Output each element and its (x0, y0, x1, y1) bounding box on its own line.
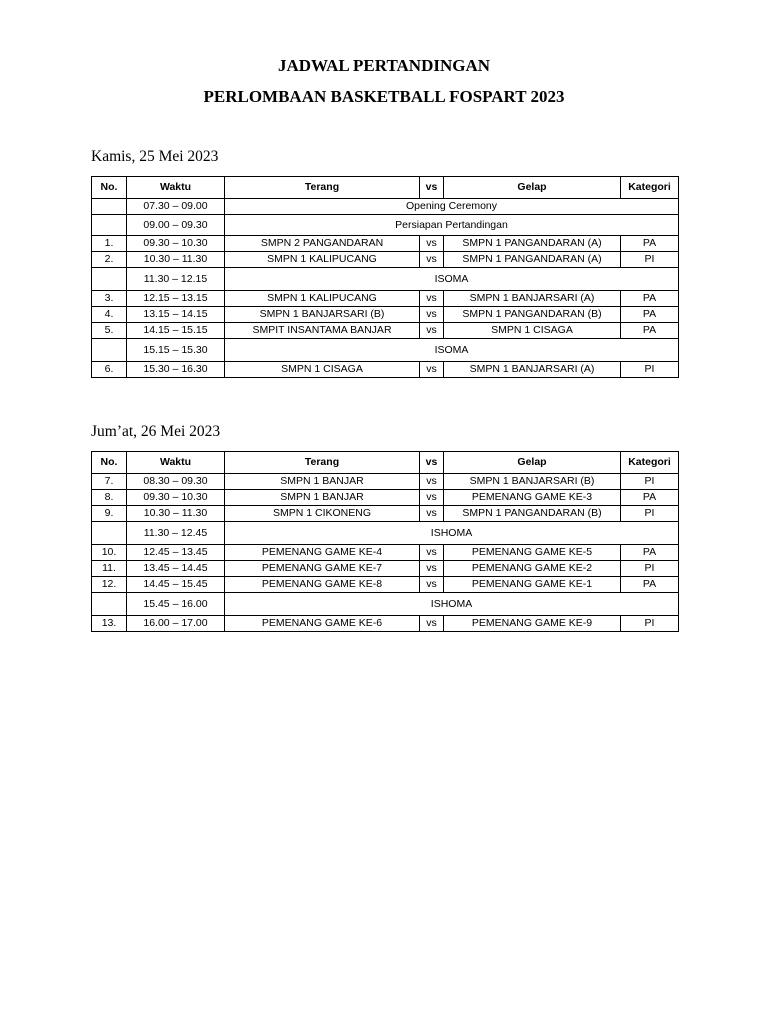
cell-no: 5. (92, 323, 127, 339)
cell-gelap: PEMENANG GAME KE-3 (444, 490, 621, 506)
event-row (92, 199, 679, 215)
match-row (92, 323, 679, 339)
cell-kategori: PA (621, 236, 679, 252)
cell-terang: PEMENANG GAME KE-8 (225, 577, 420, 593)
schedule-table-day-1 (91, 176, 679, 378)
cell-no (92, 268, 127, 291)
cell-waktu: 09.30 – 10.30 (127, 490, 225, 506)
cell-no: 3. (92, 291, 127, 307)
cell-terang: SMPN 1 CIKONENG (225, 506, 420, 522)
cell-kategori: PA (621, 291, 679, 307)
cell-gelap: PEMENANG GAME KE-5 (444, 545, 621, 561)
event-row (92, 268, 679, 291)
day-label-thursday: Kamis, 25 Mei 2023 (91, 148, 219, 165)
cell-kategori: PI (621, 252, 679, 268)
column-header-vs: vs (420, 177, 444, 199)
document-title: JADWAL PERTANDINGAN (277, 56, 491, 75)
cell-no: 1. (92, 236, 127, 252)
column-header-waktu: Waktu (127, 177, 225, 199)
day-label-friday: Jum’at, 26 Mei 2023 (91, 423, 221, 440)
event-row (92, 522, 679, 545)
match-row (92, 490, 679, 506)
cell-no: 4. (92, 307, 127, 323)
match-row (92, 545, 679, 561)
cell-waktu: 13.15 – 14.15 (127, 307, 225, 323)
cell-event: ISHOMA (225, 593, 679, 616)
cell-waktu: 15.30 – 16.30 (127, 362, 225, 378)
cell-gelap: SMPN 1 PANGANDARAN (B) (444, 307, 621, 323)
cell-no: 13. (92, 616, 127, 632)
cell-vs: vs (420, 236, 444, 252)
column-header-kategori: Kategori (621, 177, 679, 199)
document-subtitle: PERLOMBAAN BASKETBALL FOSPART 2023 (203, 87, 565, 106)
schedule-table-day-2 (91, 451, 679, 632)
cell-waktu: 08.30 – 09.30 (127, 474, 225, 490)
cell-event: Persiapan Pertandingan (225, 215, 679, 236)
match-row (92, 252, 679, 268)
table-header-row (92, 177, 679, 199)
cell-no (92, 339, 127, 362)
cell-waktu: 12.45 – 13.45 (127, 545, 225, 561)
cell-terang: SMPN 1 BANJARSARI (B) (225, 307, 420, 323)
cell-terang: SMPN 1 CISAGA (225, 362, 420, 378)
cell-kategori: PA (621, 545, 679, 561)
cell-event: ISHOMA (225, 522, 679, 545)
match-row (92, 616, 679, 632)
cell-no: 7. (92, 474, 127, 490)
cell-no: 9. (92, 506, 127, 522)
cell-terang: SMPN 1 KALIPUCANG (225, 252, 420, 268)
cell-no (92, 593, 127, 616)
column-header-gelap: Gelap (444, 177, 621, 199)
table-header-row (92, 452, 679, 474)
cell-kategori: PA (621, 490, 679, 506)
cell-vs: vs (420, 252, 444, 268)
cell-vs: vs (420, 561, 444, 577)
cell-gelap: SMPN 1 BANJARSARI (A) (444, 291, 621, 307)
cell-terang: SMPN 2 PANGANDARAN (225, 236, 420, 252)
cell-waktu: 09.00 – 09.30 (127, 215, 225, 236)
cell-kategori: PI (621, 506, 679, 522)
cell-waktu: 14.15 – 15.15 (127, 323, 225, 339)
cell-terang: SMPN 1 BANJAR (225, 474, 420, 490)
cell-gelap: SMPN 1 CISAGA (444, 323, 621, 339)
cell-kategori: PA (621, 577, 679, 593)
cell-kategori: PI (621, 362, 679, 378)
cell-kategori: PI (621, 616, 679, 632)
cell-vs: vs (420, 506, 444, 522)
cell-terang: PEMENANG GAME KE-7 (225, 561, 420, 577)
column-header-no: No. (92, 452, 127, 474)
cell-waktu: 10.30 – 11.30 (127, 252, 225, 268)
cell-waktu: 07.30 – 09.00 (127, 199, 225, 215)
cell-kategori: PA (621, 323, 679, 339)
cell-vs: vs (420, 323, 444, 339)
cell-no (92, 199, 127, 215)
cell-terang: SMPN 1 BANJAR (225, 490, 420, 506)
match-row (92, 362, 679, 378)
cell-waktu: 11.30 – 12.45 (127, 522, 225, 545)
cell-terang: PEMENANG GAME KE-4 (225, 545, 420, 561)
cell-kategori: PI (621, 474, 679, 490)
table-body (92, 474, 679, 632)
table-body (92, 199, 679, 378)
cell-terang: PEMENANG GAME KE-6 (225, 616, 420, 632)
cell-vs: vs (420, 545, 444, 561)
cell-waktu: 10.30 – 11.30 (127, 506, 225, 522)
cell-waktu: 14.45 – 15.45 (127, 577, 225, 593)
event-row (92, 593, 679, 616)
cell-gelap: SMPN 1 BANJARSARI (A) (444, 362, 621, 378)
match-row (92, 577, 679, 593)
column-header-kategori: Kategori (621, 452, 679, 474)
cell-no: 2. (92, 252, 127, 268)
match-row (92, 561, 679, 577)
cell-vs: vs (420, 307, 444, 323)
cell-gelap: PEMENANG GAME KE-2 (444, 561, 621, 577)
column-header-gelap: Gelap (444, 452, 621, 474)
cell-waktu: 15.45 – 16.00 (127, 593, 225, 616)
event-row (92, 215, 679, 236)
cell-gelap: SMPN 1 PANGANDARAN (B) (444, 506, 621, 522)
cell-waktu: 12.15 – 13.15 (127, 291, 225, 307)
cell-vs: vs (420, 616, 444, 632)
event-row (92, 339, 679, 362)
cell-gelap: PEMENANG GAME KE-1 (444, 577, 621, 593)
cell-vs: vs (420, 577, 444, 593)
cell-no: 6. (92, 362, 127, 378)
cell-event: Opening Ceremony (225, 199, 679, 215)
column-header-waktu: Waktu (127, 452, 225, 474)
cell-no (92, 522, 127, 545)
cell-vs: vs (420, 291, 444, 307)
column-header-terang: Terang (225, 452, 420, 474)
cell-gelap: SMPN 1 PANGANDARAN (A) (444, 236, 621, 252)
cell-vs: vs (420, 474, 444, 490)
cell-terang: SMPN 1 KALIPUCANG (225, 291, 420, 307)
cell-waktu: 13.45 – 14.45 (127, 561, 225, 577)
cell-vs: vs (420, 362, 444, 378)
cell-gelap: PEMENANG GAME KE-9 (444, 616, 621, 632)
column-header-no: No. (92, 177, 127, 199)
column-header-terang: Terang (225, 177, 420, 199)
match-row (92, 236, 679, 252)
match-row (92, 291, 679, 307)
cell-no (92, 215, 127, 236)
cell-waktu: 09.30 – 10.30 (127, 236, 225, 252)
match-row (92, 474, 679, 490)
cell-kategori: PI (621, 561, 679, 577)
cell-waktu: 16.00 – 17.00 (127, 616, 225, 632)
cell-kategori: PA (621, 307, 679, 323)
cell-terang: SMPIT INSANTAMA BANJAR (225, 323, 420, 339)
cell-gelap: SMPN 1 PANGANDARAN (A) (444, 252, 621, 268)
cell-waktu: 11.30 – 12.15 (127, 268, 225, 291)
cell-waktu: 15.15 – 15.30 (127, 339, 225, 362)
cell-no: 11. (92, 561, 127, 577)
match-row (92, 506, 679, 522)
match-row (92, 307, 679, 323)
cell-event: ISOMA (225, 339, 679, 362)
cell-event: ISOMA (225, 268, 679, 291)
column-header-vs: vs (420, 452, 444, 474)
cell-gelap: SMPN 1 BANJARSARI (B) (444, 474, 621, 490)
cell-no: 10. (92, 545, 127, 561)
cell-no: 8. (92, 490, 127, 506)
cell-vs: vs (420, 490, 444, 506)
cell-no: 12. (92, 577, 127, 593)
